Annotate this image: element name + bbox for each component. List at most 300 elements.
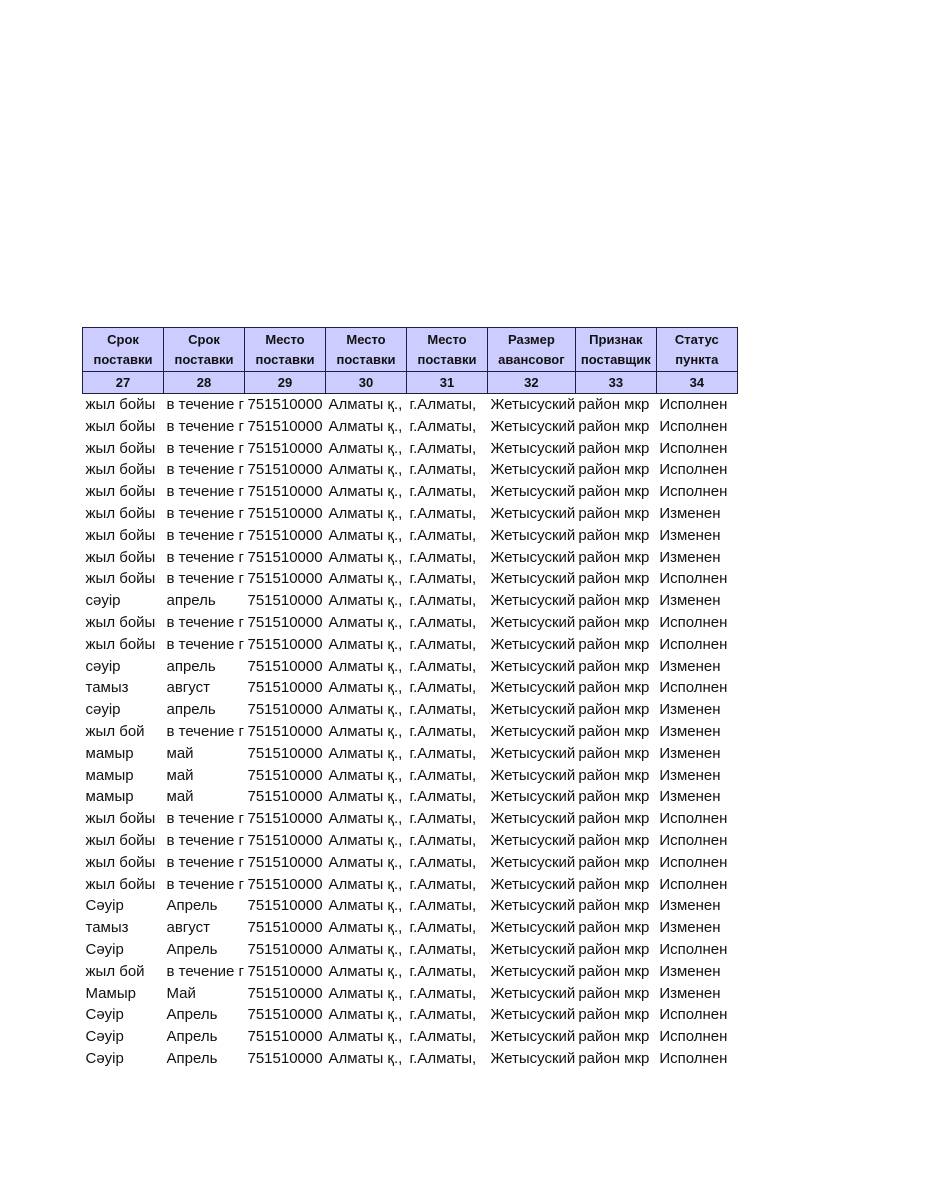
delivery-term-kz-cell: Сәуір xyxy=(85,1006,124,1024)
kato-code-cell: 751510000 xyxy=(247,766,323,784)
delivery-term-kz-cell: Сәуір xyxy=(85,897,124,915)
delivery-term-ru-cell: в течение г xyxy=(166,635,244,653)
table-row xyxy=(83,743,738,765)
column-number-cell: 31 xyxy=(407,372,488,394)
table-row xyxy=(83,438,738,460)
status-cell: Изменен xyxy=(659,897,721,915)
place-kz-cell: Алматы қ., xyxy=(328,919,403,937)
place-city-cell: г.Алматы, xyxy=(409,592,477,610)
place-district-cell: Жетысуский xyxy=(490,831,576,849)
table-row xyxy=(83,503,738,525)
place-city-cell: г.Алматы, xyxy=(409,526,477,544)
place-kz-cell: Алматы қ., xyxy=(328,788,403,806)
kato-code-cell: 751510000 xyxy=(247,592,323,610)
place-city-cell: г.Алматы, xyxy=(409,788,477,806)
status-cell: Исполнен xyxy=(659,439,728,457)
place-district-cell: Жетысуский xyxy=(490,657,576,675)
delivery-term-kz-cell: жыл бойы xyxy=(85,526,156,544)
delivery-term-ru-cell: Апрель xyxy=(166,1006,218,1024)
place-kz-cell: Алматы қ., xyxy=(328,483,403,501)
status-cell: Изменен xyxy=(659,919,721,937)
place-microdistrict-cell: район мкр xyxy=(578,810,650,828)
place-district-cell: Жетысуский xyxy=(490,635,576,653)
place-microdistrict-cell: район мкр xyxy=(578,613,650,631)
place-kz-cell: Алматы қ., xyxy=(328,417,403,435)
delivery-term-kz-cell: жыл бойы xyxy=(85,548,156,566)
delivery-term-ru-cell: май xyxy=(166,744,194,762)
delivery-term-kz-cell: мамыр xyxy=(85,766,134,784)
place-city-cell: г.Алматы, xyxy=(409,897,477,915)
delivery-term-kz-cell: жыл бойы xyxy=(85,483,156,501)
place-district-cell: Жетысуский xyxy=(490,897,576,915)
delivery-term-kz-cell: жыл бойы xyxy=(85,504,156,522)
place-kz-cell: Алматы қ., xyxy=(328,548,403,566)
place-kz-cell: Алматы қ., xyxy=(328,635,403,653)
place-city-cell: г.Алматы, xyxy=(409,548,477,566)
table-row xyxy=(83,481,738,503)
delivery-term-kz-cell: Сәуір xyxy=(85,940,124,958)
header-cell: Место поставки xyxy=(245,328,326,372)
table-row xyxy=(83,677,738,699)
place-city-cell: г.Алматы, xyxy=(409,657,477,675)
place-district-cell: Жетысуский xyxy=(490,1028,576,1046)
spreadsheet-page xyxy=(82,327,738,1070)
place-district-cell: Жетысуский xyxy=(490,1006,576,1024)
place-city-cell: г.Алматы, xyxy=(409,635,477,653)
kato-code-cell: 751510000 xyxy=(247,396,323,413)
delivery-term-kz-cell: Мамыр xyxy=(85,984,136,1002)
header-cell: Признак поставщик xyxy=(575,328,656,372)
delivery-term-ru-cell: в течение г xyxy=(166,483,244,501)
kato-code-cell: 751510000 xyxy=(247,744,323,762)
kato-code-cell: 751510000 xyxy=(247,919,323,937)
place-district-cell: Жетысуский xyxy=(490,722,576,740)
delivery-term-ru-cell: в течение г xyxy=(166,722,244,740)
kato-code-cell: 751510000 xyxy=(247,831,323,849)
place-district-cell: Жетысуский xyxy=(490,396,576,413)
table-row xyxy=(83,612,738,634)
place-microdistrict-cell: район мкр xyxy=(578,461,650,479)
status-cell: Исполнен xyxy=(659,940,728,958)
place-microdistrict-cell: район мкр xyxy=(578,396,650,413)
place-city-cell: г.Алматы, xyxy=(409,439,477,457)
status-cell: Изменен xyxy=(659,962,721,980)
kato-code-cell: 751510000 xyxy=(247,810,323,828)
place-district-cell: Жетысуский xyxy=(490,766,576,784)
table-row xyxy=(83,874,738,896)
delivery-term-kz-cell: жыл бойы xyxy=(85,635,156,653)
status-cell: Изменен xyxy=(659,722,721,740)
place-district-cell: Жетысуский xyxy=(490,1049,576,1067)
place-kz-cell: Алматы қ., xyxy=(328,875,403,893)
delivery-term-ru-cell: август xyxy=(166,679,210,697)
delivery-term-ru-cell: в течение г xyxy=(166,526,244,544)
delivery-term-kz-cell: мамыр xyxy=(85,744,134,762)
delivery-term-ru-cell: в течение г xyxy=(166,875,244,893)
kato-code-cell: 751510000 xyxy=(247,853,323,871)
kato-code-cell: 751510000 xyxy=(247,962,323,980)
delivery-term-ru-cell: в течение г xyxy=(166,504,244,522)
delivery-term-ru-cell: апрель xyxy=(166,701,216,719)
place-kz-cell: Алматы қ., xyxy=(328,897,403,915)
place-city-cell: г.Алматы, xyxy=(409,483,477,501)
place-kz-cell: Алматы қ., xyxy=(328,940,403,958)
delivery-term-ru-cell: в течение г xyxy=(166,613,244,631)
place-kz-cell: Алматы қ., xyxy=(328,722,403,740)
table-row xyxy=(83,830,738,852)
status-cell: Исполнен xyxy=(659,875,728,893)
status-cell: Исполнен xyxy=(659,1028,728,1046)
column-number-cell: 30 xyxy=(326,372,407,394)
place-city-cell: г.Алматы, xyxy=(409,853,477,871)
place-city-cell: г.Алматы, xyxy=(409,613,477,631)
place-city-cell: г.Алматы, xyxy=(409,984,477,1002)
place-kz-cell: Алматы қ., xyxy=(328,766,403,784)
table-body xyxy=(83,394,738,1070)
status-cell: Исполнен xyxy=(659,1049,728,1067)
table-row xyxy=(83,634,738,656)
place-microdistrict-cell: район мкр xyxy=(578,439,650,457)
delivery-term-ru-cell: в течение г xyxy=(166,962,244,980)
kato-code-cell: 751510000 xyxy=(247,635,323,653)
status-cell: Изменен xyxy=(659,984,721,1002)
place-city-cell: г.Алматы, xyxy=(409,919,477,937)
place-city-cell: г.Алматы, xyxy=(409,504,477,522)
table-row xyxy=(83,786,738,808)
place-district-cell: Жетысуский xyxy=(490,613,576,631)
delivery-term-ru-cell: май xyxy=(166,788,194,806)
place-district-cell: Жетысуский xyxy=(490,919,576,937)
place-city-cell: г.Алматы, xyxy=(409,396,477,413)
place-microdistrict-cell: район мкр xyxy=(578,701,650,719)
delivery-term-ru-cell: в течение г xyxy=(166,831,244,849)
column-number-cell: 32 xyxy=(488,372,576,394)
status-cell: Изменен xyxy=(659,592,721,610)
place-microdistrict-cell: район мкр xyxy=(578,962,650,980)
status-cell: Изменен xyxy=(659,766,721,784)
status-cell: Изменен xyxy=(659,548,721,566)
place-district-cell: Жетысуский xyxy=(490,940,576,958)
place-city-cell: г.Алматы, xyxy=(409,701,477,719)
table-row xyxy=(83,1026,738,1048)
table-row xyxy=(83,656,738,678)
delivery-term-ru-cell: в течение г xyxy=(166,396,244,413)
table-row xyxy=(83,808,738,830)
place-kz-cell: Алматы қ., xyxy=(328,439,403,457)
header-cell: Статус пункта xyxy=(656,328,737,372)
kato-code-cell: 751510000 xyxy=(247,1049,323,1067)
kato-code-cell: 751510000 xyxy=(247,875,323,893)
status-cell: Исполнен xyxy=(659,679,728,697)
place-kz-cell: Алматы қ., xyxy=(328,1028,403,1046)
place-microdistrict-cell: район мкр xyxy=(578,1028,650,1046)
status-cell: Изменен xyxy=(659,701,721,719)
kato-code-cell: 751510000 xyxy=(247,548,323,566)
place-district-cell: Жетысуский xyxy=(490,875,576,893)
delivery-term-kz-cell: жыл бойы xyxy=(85,875,156,893)
place-kz-cell: Алматы қ., xyxy=(328,810,403,828)
place-microdistrict-cell: район мкр xyxy=(578,1049,650,1067)
header-cell: Срок поставки xyxy=(83,328,164,372)
place-kz-cell: Алматы қ., xyxy=(328,1006,403,1024)
delivery-term-kz-cell: сәуір xyxy=(85,657,121,675)
place-kz-cell: Алматы қ., xyxy=(328,461,403,479)
place-microdistrict-cell: район мкр xyxy=(578,1006,650,1024)
place-microdistrict-cell: район мкр xyxy=(578,984,650,1002)
kato-code-cell: 751510000 xyxy=(247,570,323,588)
status-cell: Исполнен xyxy=(659,396,728,413)
table-row xyxy=(83,525,738,547)
place-district-cell: Жетысуский xyxy=(490,592,576,610)
place-kz-cell: Алматы қ., xyxy=(328,853,403,871)
delivery-term-ru-cell: в течение г xyxy=(166,810,244,828)
delivery-term-kz-cell: Сәуір xyxy=(85,1028,124,1046)
place-kz-cell: Алматы қ., xyxy=(328,831,403,849)
delivery-term-kz-cell: жыл бойы xyxy=(85,396,156,413)
place-microdistrict-cell: район мкр xyxy=(578,483,650,501)
kato-code-cell: 751510000 xyxy=(247,461,323,479)
delivery-term-kz-cell: жыл бойы xyxy=(85,831,156,849)
table-row xyxy=(83,917,738,939)
table-row xyxy=(83,416,738,438)
delivery-term-kz-cell: жыл бой xyxy=(85,722,145,740)
delivery-term-ru-cell: август xyxy=(166,919,210,937)
header-cell: Срок поставки xyxy=(164,328,245,372)
place-district-cell: Жетысуский xyxy=(490,461,576,479)
delivery-term-ru-cell: в течение г xyxy=(166,853,244,871)
kato-code-cell: 751510000 xyxy=(247,984,323,1002)
table-row xyxy=(83,961,738,983)
place-kz-cell: Алматы қ., xyxy=(328,701,403,719)
place-kz-cell: Алматы қ., xyxy=(328,962,403,980)
kato-code-cell: 751510000 xyxy=(247,439,323,457)
place-city-cell: г.Алматы, xyxy=(409,766,477,784)
table-row xyxy=(83,568,738,590)
place-kz-cell: Алматы қ., xyxy=(328,1049,403,1067)
header-cell: Место поставки xyxy=(326,328,407,372)
place-city-cell: г.Алматы, xyxy=(409,744,477,762)
place-kz-cell: Алматы қ., xyxy=(328,613,403,631)
place-city-cell: г.Алматы, xyxy=(409,875,477,893)
place-microdistrict-cell: район мкр xyxy=(578,635,650,653)
delivery-term-ru-cell: в течение г xyxy=(166,417,244,435)
place-city-cell: г.Алматы, xyxy=(409,810,477,828)
place-city-cell: г.Алматы, xyxy=(409,1049,477,1067)
place-kz-cell: Алматы қ., xyxy=(328,396,403,413)
place-microdistrict-cell: район мкр xyxy=(578,744,650,762)
table-row xyxy=(83,1048,738,1070)
place-district-cell: Жетысуский xyxy=(490,483,576,501)
place-district-cell: Жетысуский xyxy=(490,701,576,719)
place-district-cell: Жетысуский xyxy=(490,504,576,522)
kato-code-cell: 751510000 xyxy=(247,1006,323,1024)
place-microdistrict-cell: район мкр xyxy=(578,766,650,784)
delivery-term-ru-cell: май xyxy=(166,766,194,784)
delivery-term-ru-cell: в течение г xyxy=(166,570,244,588)
delivery-term-kz-cell: жыл бойы xyxy=(85,461,156,479)
place-kz-cell: Алматы қ., xyxy=(328,504,403,522)
delivery-term-kz-cell: жыл бой xyxy=(85,962,145,980)
place-city-cell: г.Алматы, xyxy=(409,461,477,479)
status-cell: Исполнен xyxy=(659,831,728,849)
place-microdistrict-cell: район мкр xyxy=(578,831,650,849)
place-city-cell: г.Алматы, xyxy=(409,1006,477,1024)
procurement-table xyxy=(82,327,738,1070)
kato-code-cell: 751510000 xyxy=(247,722,323,740)
table-row xyxy=(83,765,738,787)
status-cell: Исполнен xyxy=(659,483,728,501)
column-number-cell: 28 xyxy=(164,372,245,394)
place-kz-cell: Алматы қ., xyxy=(328,657,403,675)
place-kz-cell: Алматы қ., xyxy=(328,592,403,610)
delivery-term-kz-cell: жыл бойы xyxy=(85,439,156,457)
place-kz-cell: Алматы қ., xyxy=(328,570,403,588)
table-row xyxy=(83,459,738,481)
delivery-term-kz-cell: жыл бойы xyxy=(85,810,156,828)
delivery-term-kz-cell: тамыз xyxy=(85,919,129,937)
table-row xyxy=(83,852,738,874)
place-microdistrict-cell: район мкр xyxy=(578,526,650,544)
table-row xyxy=(83,721,738,743)
delivery-term-ru-cell: Май xyxy=(166,984,196,1002)
kato-code-cell: 751510000 xyxy=(247,679,323,697)
place-microdistrict-cell: район мкр xyxy=(578,875,650,893)
place-district-cell: Жетысуский xyxy=(490,962,576,980)
place-microdistrict-cell: район мкр xyxy=(578,897,650,915)
place-kz-cell: Алматы қ., xyxy=(328,744,403,762)
table-row xyxy=(83,1004,738,1026)
kato-code-cell: 751510000 xyxy=(247,1028,323,1046)
kato-code-cell: 751510000 xyxy=(247,701,323,719)
column-number-cell: 29 xyxy=(245,372,326,394)
place-district-cell: Жетысуский xyxy=(490,744,576,762)
place-microdistrict-cell: район мкр xyxy=(578,504,650,522)
column-number-cell: 34 xyxy=(656,372,737,394)
place-microdistrict-cell: район мкр xyxy=(578,592,650,610)
delivery-term-kz-cell: жыл бойы xyxy=(85,417,156,435)
delivery-term-ru-cell: Апрель xyxy=(166,897,218,915)
place-kz-cell: Алматы қ., xyxy=(328,984,403,1002)
column-number-row xyxy=(83,372,738,394)
place-city-cell: г.Алматы, xyxy=(409,940,477,958)
table-row xyxy=(83,895,738,917)
table-row xyxy=(83,939,738,961)
header-row xyxy=(83,328,738,372)
place-district-cell: Жетысуский xyxy=(490,570,576,588)
place-microdistrict-cell: район мкр xyxy=(578,722,650,740)
place-city-cell: г.Алматы, xyxy=(409,679,477,697)
place-microdistrict-cell: район мкр xyxy=(578,417,650,435)
delivery-term-kz-cell: жыл бойы xyxy=(85,570,156,588)
place-city-cell: г.Алматы, xyxy=(409,722,477,740)
place-microdistrict-cell: район мкр xyxy=(578,679,650,697)
status-cell: Исполнен xyxy=(659,461,728,479)
status-cell: Исполнен xyxy=(659,635,728,653)
place-district-cell: Жетысуский xyxy=(490,853,576,871)
kato-code-cell: 751510000 xyxy=(247,483,323,501)
delivery-term-kz-cell: жыл бойы xyxy=(85,613,156,631)
status-cell: Исполнен xyxy=(659,853,728,871)
place-city-cell: г.Алматы, xyxy=(409,570,477,588)
place-city-cell: г.Алматы, xyxy=(409,962,477,980)
place-city-cell: г.Алматы, xyxy=(409,417,477,435)
kato-code-cell: 751510000 xyxy=(247,657,323,675)
status-cell: Изменен xyxy=(659,788,721,806)
place-district-cell: Жетысуский xyxy=(490,526,576,544)
place-microdistrict-cell: район мкр xyxy=(578,657,650,675)
delivery-term-ru-cell: Апрель xyxy=(166,940,218,958)
place-district-cell: Жетысуский xyxy=(490,984,576,1002)
place-district-cell: Жетысуский xyxy=(490,439,576,457)
kato-code-cell: 751510000 xyxy=(247,613,323,631)
delivery-term-ru-cell: апрель xyxy=(166,592,216,610)
place-district-cell: Жетысуский xyxy=(490,417,576,435)
place-microdistrict-cell: район мкр xyxy=(578,570,650,588)
kato-code-cell: 751510000 xyxy=(247,504,323,522)
place-city-cell: г.Алматы, xyxy=(409,1028,477,1046)
table-row xyxy=(83,699,738,721)
place-district-cell: Жетысуский xyxy=(490,679,576,697)
delivery-term-kz-cell: Сәуір xyxy=(85,1049,124,1067)
place-kz-cell: Алматы қ., xyxy=(328,679,403,697)
delivery-term-ru-cell: в течение г xyxy=(166,548,244,566)
column-number-cell: 27 xyxy=(83,372,164,394)
status-cell: Изменен xyxy=(659,744,721,762)
kato-code-cell: 751510000 xyxy=(247,526,323,544)
status-cell: Изменен xyxy=(659,504,721,522)
delivery-term-ru-cell: Апрель xyxy=(166,1028,218,1046)
kato-code-cell: 751510000 xyxy=(247,897,323,915)
status-cell: Исполнен xyxy=(659,417,728,435)
place-microdistrict-cell: район мкр xyxy=(578,548,650,566)
place-microdistrict-cell: район мкр xyxy=(578,919,650,937)
status-cell: Исполнен xyxy=(659,1006,728,1024)
column-number-cell: 33 xyxy=(575,372,656,394)
header-cell: Место поставки xyxy=(407,328,488,372)
place-microdistrict-cell: район мкр xyxy=(578,788,650,806)
delivery-term-ru-cell: в течение г xyxy=(166,439,244,457)
place-district-cell: Жетысуский xyxy=(490,810,576,828)
table-row xyxy=(83,394,738,416)
place-microdistrict-cell: район мкр xyxy=(578,853,650,871)
status-cell: Изменен xyxy=(659,526,721,544)
status-cell: Изменен xyxy=(659,657,721,675)
delivery-term-ru-cell: апрель xyxy=(166,657,216,675)
table-row xyxy=(83,590,738,612)
delivery-term-kz-cell: сәуір xyxy=(85,701,121,719)
delivery-term-ru-cell: Апрель xyxy=(166,1049,218,1067)
delivery-term-kz-cell: мамыр xyxy=(85,788,134,806)
place-district-cell: Жетысуский xyxy=(490,548,576,566)
kato-code-cell: 751510000 xyxy=(247,788,323,806)
place-kz-cell: Алматы қ., xyxy=(328,526,403,544)
status-cell: Исполнен xyxy=(659,810,728,828)
place-city-cell: г.Алматы, xyxy=(409,831,477,849)
header-cell: Размер авансовог xyxy=(488,328,576,372)
kato-code-cell: 751510000 xyxy=(247,417,323,435)
place-microdistrict-cell: район мкр xyxy=(578,940,650,958)
delivery-term-kz-cell: жыл бойы xyxy=(85,853,156,871)
status-cell: Исполнен xyxy=(659,570,728,588)
delivery-term-kz-cell: тамыз xyxy=(85,679,129,697)
delivery-term-ru-cell: в течение г xyxy=(166,461,244,479)
place-district-cell: Жетысуский xyxy=(490,788,576,806)
delivery-term-kz-cell: сәуір xyxy=(85,592,121,610)
table-row xyxy=(83,547,738,569)
table-row xyxy=(83,983,738,1005)
status-cell: Исполнен xyxy=(659,613,728,631)
kato-code-cell: 751510000 xyxy=(247,940,323,958)
